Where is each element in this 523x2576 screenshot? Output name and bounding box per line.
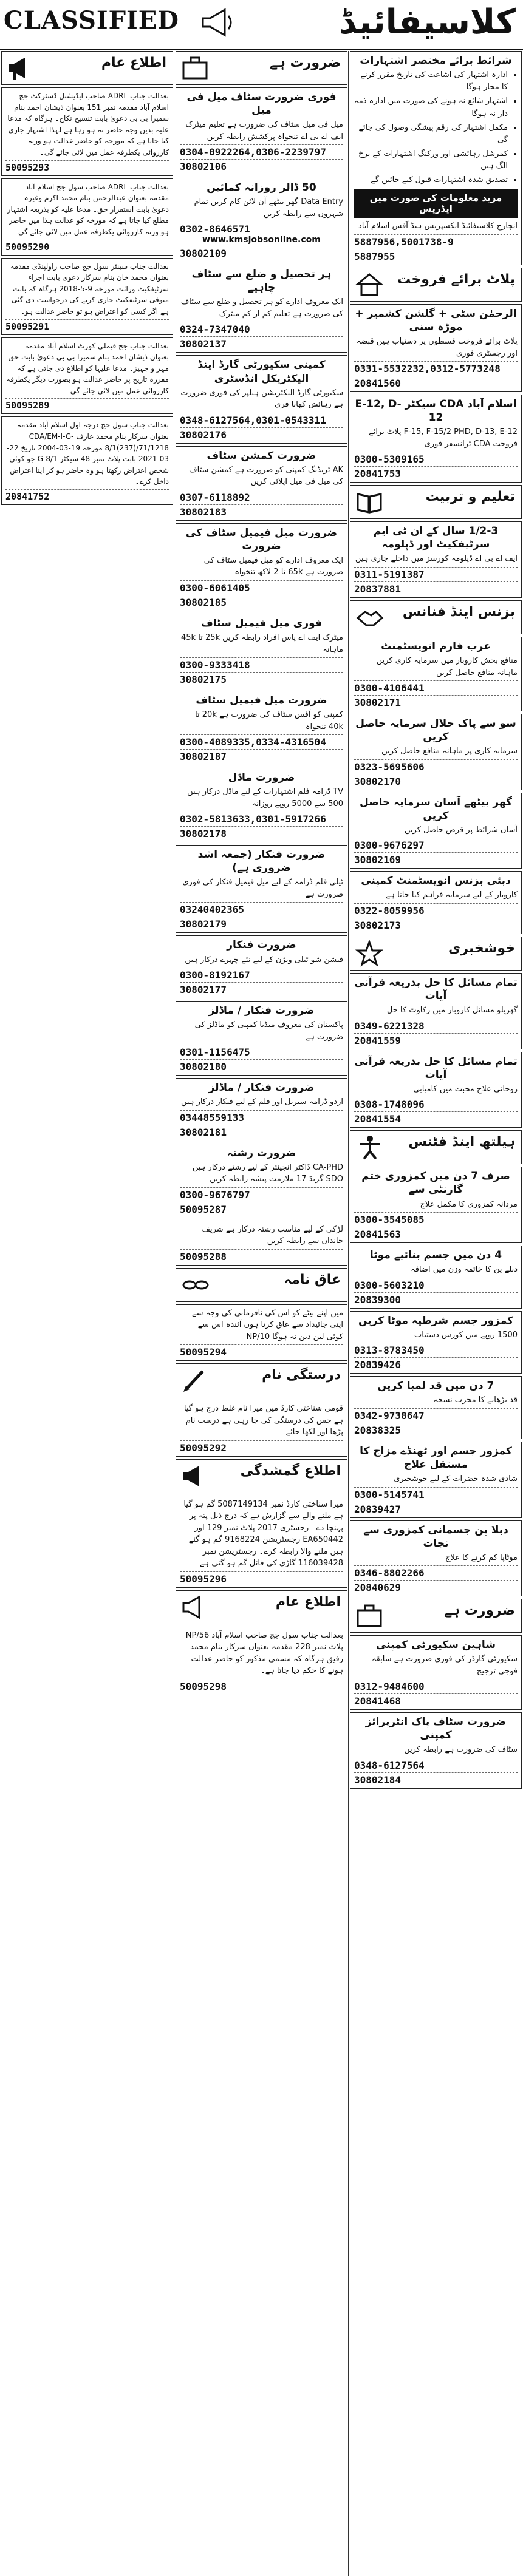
phone-number: 0349-6221328 — [354, 1019, 518, 1032]
phone-number: 0300-9333418 — [180, 657, 343, 671]
job-ad: ضرورت فنکار (جمعہ اشد ضروری ہے) ٹیلی فلم ڈرامہ کے لیے میل فیمیل فنکار کی فوری ضرورت ہے 03240402365 30802179 — [176, 845, 347, 933]
ad-ref-number: 30802181 — [180, 1125, 343, 1138]
job-ad: ہر تحصیل و ضلع سے سٹاف چاہیے ایک معروف ادارے کو ہر تحصیل و ضلع سے سٹاف کی ضرورت ہے تعلیم کم از کم میٹرک 0324-7347040 30802137 — [176, 265, 347, 353]
job-ad: ضرورت فنکار / ماڈلز اردو ڈرامہ سیریل اور فلم کے لیے فنکار درکار ہیں 03448559133 30802181 — [176, 1078, 347, 1141]
ad-ref-number: 20840629 — [354, 1580, 518, 1593]
section-title: درستگی نام — [262, 1368, 341, 1383]
health-ad: کمزور جسم شرطیہ موٹا کریں 1500 روپے میں کورس دستیاب 0313-8783450 20839426 — [350, 1311, 522, 1374]
section-title: بزنس اینڈ فنانس — [402, 604, 515, 620]
disown-ad: میں اپنے بیٹے کو اس کی نافرمانی کی وجہ سے اپنی جائیداد سے عاق کرتا ہوں آئندہ اس سے کوئی لین دین نہ ہوگا 10/NP 50095294 — [176, 1304, 347, 1361]
phone-number: 03448559133 — [180, 1110, 343, 1124]
ad-ref-number: 50095294 — [180, 1344, 343, 1358]
job-ad: 50 ڈالر روزانہ کمائیں Data Entry گھر بیٹھے آن لائن کام کریں تمام شہروں سے رابطہ کریں 0302-8646571 www.kmsjobsonline.com 30802109 — [176, 178, 347, 262]
phone-number: 0312-9484600 — [354, 1679, 518, 1692]
bullhorn-icon — [200, 7, 236, 38]
section-header-correction — [176, 1363, 347, 1397]
job-ad: ضرورت کمشن سٹاف AK ٹریڈنگ کمپنی کو ضرورت ہے کمشن سٹاف کی میل فی میل اپلائی کریں 0307-6118892 30802183 — [176, 446, 347, 521]
megaphone-icon — [7, 54, 33, 82]
ad-ref-number: 30802176 — [180, 427, 343, 441]
star-icon — [355, 940, 383, 968]
health-ad: صرف 7 دن میں کمزوری ختم گارنٹی سے مردانہ کمزوری کا مکمل علاج 0300-3545085 20841563 — [350, 1167, 522, 1243]
correction-ad: قومی شناختی کارڈ میں میرا نام غلط درج ہو گیا ہے جس کی درستگی کی جا رہی ہے درست نام پڑھا اور لکھا جائے 50095292 — [176, 1400, 347, 1457]
ad-ref-number: 20841468 — [354, 1693, 518, 1707]
lost-ad: میرا شناختی کارڈ نمبر 5087149134 گم ہو گیا ہے ملنے والے سے گزارش ہے کہ درج ذیل پتہ پر پہنچا دے۔ رجسٹری 2017 پلاٹ نمبر 129 اور EA650442 رجسٹریشن 9168224 گم ہو گئے ہیں ملنے والا رابطہ کرے۔ رجسٹریشن نمبر 116039428 گاڑی کی فائل گم ہو گئی ہے۔ 50095296 — [176, 1496, 347, 1588]
business-ad: گھر بیٹھے آسان سرمایہ حاصل کریں آسان شرائط پر قرض حاصل کریں 0300-9676297 30802169 — [350, 793, 522, 869]
ad-ref-number: 30802171 — [354, 695, 518, 708]
phone-number: 0300-5309165 — [354, 452, 518, 465]
section-title: اطلاع عام — [275, 1594, 341, 1610]
office-address: انچارج کلاسیفائیڈ ایکسپریس ہیڈ آفس اسلام آباد — [358, 222, 518, 231]
notice-ad: بعدالت جناب سول جج صاحب اسلام آباد 56/NP پلاٹ نمبر 228 مقدمہ بعنوان سرکار بنام محمد رفیق ہرگاہ کہ مسمی مذکور کو حاضر عدالت ہونے کا حکم دیا جاتا ہے۔ 50095298 — [176, 1627, 347, 1695]
ad-ref-number: 50095292 — [180, 1440, 343, 1454]
section-header-health — [350, 1130, 522, 1164]
ad-ref-number: 20839300 — [354, 1292, 518, 1306]
phone-number: 0311-5191387 — [354, 567, 518, 580]
handshake-icon — [355, 603, 385, 631]
job-ad: ضرورت سٹاف پاک انٹرپرائز کمپنی سٹاف کی ضرورت ہے رابطہ کریں 0348-6127564 30802184 — [350, 1712, 522, 1789]
ad-ref-number: 50095289 — [5, 398, 169, 411]
phone-number: 0300-5145741 — [354, 1487, 518, 1500]
ad-ref-number: 30802109 — [180, 246, 343, 259]
phone-number: 0324-7347040 — [180, 322, 343, 335]
ad-ref-number: 30802169 — [354, 852, 518, 866]
plot-ad: اسلام آباد CDA سیکٹر E-12, D-12 F-15, F-15/2 PHD, D-13, E-12 پلاٹ برائے فروخت CDA ٹرانسفر فوری 0300-5309165 20841753 — [350, 395, 522, 483]
ad-rates-box — [350, 51, 522, 265]
website-link[interactable]: www.kmsjobsonline.com — [202, 235, 321, 245]
megaphone-icon — [181, 1593, 208, 1621]
phone-number: 0322-8059956 — [354, 903, 518, 917]
section-header-notice — [1, 51, 173, 85]
job-ad: ضرورت میل فیمیل سٹاف کمپنی کو آفس سٹاف کی ضرورت ہے 20k تا 40k تنخواہ 0300-4089335,0334-4316504 30802187 — [176, 691, 347, 765]
phone-number: 0300-4089335,0334-4316504 — [180, 734, 343, 748]
ad-ref-number: 50095293 — [5, 160, 169, 173]
classified-title-ur: کلاسیفائیڈ — [339, 2, 516, 42]
section-header-lost — [176, 1459, 347, 1493]
education-ad: 1/2-3 سال کے ان ٹی ایم سرٹیفکیٹ اور ڈپلومہ ایف اے بی اے ڈپلومہ کورسز میں داخلے جاری ہیں 0311-5191387 20837881 — [350, 521, 522, 598]
phone-number: 0300-3545085 — [354, 1212, 518, 1225]
ad-ref-number: 20837881 — [354, 581, 518, 595]
phone-number: 0302-5813633,0301-5917266 — [180, 812, 343, 825]
ad-ref-number: 30802180 — [180, 1059, 343, 1073]
health-ad: دبلا پن جسمانی کمزوری سے نجات موٹاپا کم کرنے کا علاج 0346-8802266 20840629 — [350, 1520, 522, 1597]
section-title: اطلاع گمشدگی — [240, 1463, 341, 1479]
ad-ref-number: 30802183 — [180, 504, 343, 518]
ad-ref-number: 20841752 — [5, 489, 169, 502]
rates-list: • ادارہ اشتہار کی اشاعت کی تاریخ مقرر کرنے کا مجاز ہوگا • اشتہار شائع نہ ہونے کی صورت میں ادارہ ذمہ دار نہ ہوگا • مکمل اشتہار کی رقم پیشگی وصول کی جائے گی • کمرشل رہائشی اور ورکنگ اشتہارات کے نرخ الگ ہیں • تصدیق شدہ اشتہارات قبول کیے جائیں گے — [354, 69, 518, 186]
phone-number: 0331-5532232,0312-5773248 — [354, 361, 518, 375]
notice-ad: بعدالت جناب جج فیملی کورٹ اسلام آباد مقدمہ بعنوان ذیشان احمد بنام سمیرا بی بی دعویٰ بابت حق مہر و جہیز۔ مدعا علیہا کو اطلاع دی جاتی ہے کہ مقررہ تاریخ پر حاضر عدالت ہو بصورت دیگر یکطرفہ کارروائی عمل میں لائی جائے گی۔ 50095289 — [1, 337, 173, 415]
phone-number: 0300-6061405 — [180, 580, 343, 594]
briefcase-icon — [355, 1602, 383, 1630]
section-header-plots — [350, 268, 522, 302]
job-ad: شاہین سکیورٹی کمپنی سکیورٹی گارڈز کی فوری ضرورت ہے سابقہ فوجی ترجیح 0312-9484600 20841468 — [350, 1635, 522, 1710]
rishta-ad: لڑکی کے لیے مناسب رشتہ درکار ہے شریف خاندان سے رابطہ کریں 50095288 — [176, 1221, 347, 1266]
ad-ref-number: 20839427 — [354, 1502, 518, 1515]
phone-number: 0302-8646571 — [180, 222, 343, 235]
ad-ref-number: 20841753 — [354, 466, 518, 480]
office-fax: 5887955 — [354, 249, 518, 262]
ad-ref-number: 50095298 — [180, 1679, 343, 1692]
ad-ref-number: 20838325 — [354, 1423, 518, 1436]
section-title: تعلیم و تربیت — [425, 489, 515, 505]
job-ad: فوری ضرورت سٹاف میل فی میل میل فی میل سٹاف کی ضرورت ہے تعلیم میٹرک ایف اے بی اے تنخواہ پرکشش رابطہ کریں 0304-0922264,0306-2239797 30802106 — [176, 87, 347, 175]
job-ad: ضرورت ماڈل TV ڈرامہ فلم اشتہارات کے لیے ماڈل درکار ہیں 500 سے 5000 روپے روزانہ 0302-5813633,0301-5917266 30802178 — [176, 768, 347, 842]
phone-number: 0346-8802266 — [354, 1565, 518, 1579]
health-ad: 4 دن میں جسم بنائیے موٹا دبلے پن کا خاتمہ وزن میں اضافہ 0300-5603210 20839300 — [350, 1246, 522, 1309]
page-header — [0, 0, 523, 50]
section-header-education — [350, 485, 522, 519]
column-right — [350, 51, 522, 2576]
ad-ref-number: 50095288 — [180, 1249, 343, 1263]
phone-number: 0300-8192167 — [180, 968, 343, 981]
section-header-jobs — [176, 51, 347, 85]
ad-ref-number: 30802187 — [180, 749, 343, 762]
ad-ref-number: 30802173 — [354, 918, 518, 931]
section-header-jobs — [350, 1599, 522, 1633]
phone-number: 0300-5603210 — [354, 1278, 518, 1291]
section-title: ہیلتھ اینڈ فٹنس — [408, 1134, 515, 1150]
notice-ad: بعدالت جناب سینئر سول جج صاحب راولپنڈی مقدمہ بعنوان محمد خان بنام سرکار دعویٰ بابت اجراء سرٹیفکیٹ وراثت مورخہ 9-5-2018 ہرگاہ کہ بابت متوفی سرٹیفکیٹ جاری کرنے کی درخواست دی گئی ہے اگر کسی کو اعتراض ہو تو حاضر عدالت ہو۔ 50095291 — [1, 258, 173, 335]
ad-ref-number: 20841563 — [354, 1227, 518, 1240]
section-header-glad-news — [350, 937, 522, 971]
business-ad: عرب فارم انویسٹمنٹ منافع بخش کاروبار میں سرمایہ کاری کریں ماہانہ منافع حاصل کریں 0300-4106441 30802171 — [350, 637, 522, 711]
ad-ref-number: 20841560 — [354, 376, 518, 389]
spiritual-ad: تمام مسائل کا حل بذریعہ قرآنی آیات گھریلو مسائل کاروبار میں رکاوٹ کا حل 0349-6221328 20841559 — [350, 973, 522, 1049]
ad-ref-number: 50095290 — [5, 240, 169, 253]
column-left — [1, 51, 173, 2576]
phone-number: 0348-6127564 — [354, 1758, 518, 1771]
section-title: ضرورت ہے — [444, 1603, 515, 1619]
section-title: ضرورت ہے — [270, 55, 341, 70]
book-icon — [355, 488, 383, 516]
ad-ref-number: 30802179 — [180, 917, 343, 930]
ad-ref-number: 30802185 — [180, 595, 343, 608]
rates-title: شرائط برائے مختصر اشتہارات — [360, 55, 512, 67]
phone-number: 03240402365 — [180, 902, 343, 915]
phone-number: 0308-1748096 — [354, 1097, 518, 1110]
ad-ref-number: 30802178 — [180, 826, 343, 839]
phone-number: 0323-5695606 — [354, 759, 518, 773]
phone-number: 0348-6127564,0301-0543311 — [180, 413, 343, 426]
fitness-icon — [355, 1133, 385, 1161]
pen-icon — [181, 1366, 209, 1394]
contact-banner: مزید معلومات کی صورت میں ایڈریس — [354, 189, 518, 218]
section-header-disown — [176, 1268, 347, 1302]
section-header-notice — [176, 1590, 347, 1624]
notice-ad: بعدالت جناب ADRL صاحب ایڈیشنل ڈسٹرکٹ جج اسلام آباد مقدمہ نمبر 151 بعنوان ذیشان احمد بنام سمیرا بی بی دعویٰ بابت تنسیخ نکاح۔ ہرگاہ کہ مدعا علیہ بدیں وجہ حاضر نہ ہو رہا ہے لہذا اشتہار جاری کیا جاتا ہے کہ مورخہ کو حاضر عدالت ہو ورنہ کارروائی یکطرفہ عمل میں لائی جائے گی۔ 50095293 — [1, 87, 173, 176]
ad-ref-number: 30802170 — [354, 774, 518, 787]
rishta-ad: ضرورت رشتہ CA-PHD ڈاکٹر انجینئر کے لیے رشتے درکار ہیں SDO گریڈ 17 ملازمت پیشہ رابطہ کریں 0300-9676797 50095287 — [176, 1144, 347, 1218]
ad-ref-number: 30802184 — [354, 1772, 518, 1786]
phone-number: 0301-1156475 — [180, 1045, 343, 1058]
job-ad: ضرورت فنکار فیشن شو ٹیلی ویژن کے لیے نئے چہرے درکار ہیں 0300-8192167 30802177 — [176, 935, 347, 998]
section-title: اطلاع عام — [101, 55, 166, 70]
briefcase-icon — [181, 54, 209, 82]
phone-number: 0342-9738647 — [354, 1408, 518, 1422]
ad-ref-number: 20841554 — [354, 1111, 518, 1125]
section-header-business — [350, 600, 522, 634]
column-middle — [176, 51, 347, 2576]
ad-ref-number: 30802137 — [180, 336, 343, 350]
health-ad: 7 دن میں قد لمبا کریں قد بڑھانے کا مجرب نسخہ 0342-9738647 20838325 — [350, 1376, 522, 1439]
megaphone-icon — [181, 1462, 208, 1490]
business-ad: دبئی بزنس انویسٹمنٹ کمپنی کاروبار کے لیے سرمایہ فراہم کیا جاتا ہے 0322-8059956 30802173 — [350, 871, 522, 934]
plot-ad: الرحمٰن سٹی + گلشن کشمیر + موڑہ سنی پلاٹ برائے فروخت قسطوں پر دستیاب ہیں قبضہ اور رجسٹری فوری 0331-5532232,0312-5773248 20841560 — [350, 304, 522, 392]
office-phone: 5887956,5001738-9 — [354, 234, 518, 248]
ad-ref-number: 30802177 — [180, 982, 343, 995]
house-icon — [355, 271, 383, 299]
section-title: پلاٹ برائے فروخت — [397, 271, 515, 287]
job-ad: فوری میل فیمیل سٹاف میٹرک ایف اے پاس افراد رابطہ کریں 25k تا 45k ماہانہ 0300-9333418 30802175 — [176, 614, 347, 688]
ad-ref-number: 20839426 — [354, 1357, 518, 1371]
job-ad: ضرورت فنکار / ماڈلز پاکستان کی معروف میڈیا کمپنی کو ماڈلز کی ضرورت ہے 0301-1156475 30802180 — [176, 1001, 347, 1076]
ad-ref-number: 50095296 — [180, 1571, 343, 1585]
ad-ref-number: 30802175 — [180, 672, 343, 685]
health-ad: کمزور جسم اور ٹھنڈے مزاج کا مستقل علاج شادی شدہ حضرات کے لیے خوشخبری 0300-5145741 20839427 — [350, 1442, 522, 1518]
phone-number: 0300-4106441 — [354, 680, 518, 694]
ad-ref-number: 30802106 — [180, 159, 343, 172]
ad-ref-number: 50095291 — [5, 319, 169, 332]
ad-ref-number: 50095287 — [180, 1202, 343, 1215]
notice-ad: بعدالت جناب سول جج درجہ اول اسلام آباد مقدمہ بعنوان سرکار بنام محمد عارف CDA/EM-I-G-8/1(237)/71/1218 مورخہ 19-03-2004 تاریخ 22-03-2021 بابت پلاٹ نمبر 48 سیکٹر G-8/1 جو کوئی شخص اعتراض رکھتا ہو وہ حاضر ہو کر اپنا اعتراض داخل کرے۔ 20841752 — [1, 416, 173, 505]
notice-ad: بعدالت جناب ADRL صاحب سول جج اسلام آباد مقدمہ بعنوان عبدالرحمن بنام محمد اکرم وغیرہ دعویٰ بابت استقرار حق۔ مدعا علیہ کو بذریعہ اشتہار مطلع کیا جاتا ہے کہ مورخہ کو عدالت ہذا میں حاضر ہو ورنہ کارروائی یکطرفہ عمل میں لائی جائے گی۔ 50095290 — [1, 178, 173, 256]
job-ad: ضرورت میل فیمیل سٹاف کی ضرورت ایک معروف ادارے کو میل فیمیل سٹاف کی ضرورت ہے 65k تا 2 لاکھ تنخواہ 0300-6061405 30802185 — [176, 523, 347, 611]
business-ad: سو سے پاک حلال سرمایہ حاصل کریں سرمایہ کاری پر ماہانہ منافع حاصل کریں 0323-5695606 30802170 — [350, 714, 522, 790]
phone-number: 0300-9676797 — [180, 1187, 343, 1201]
phone-number: 0300-9676297 — [354, 838, 518, 851]
classified-title-en: CLASSIFIED — [4, 6, 179, 35]
job-ad: کمپنی سکیورٹی گارڈ اینڈ الیکٹریکل انڈسٹری سکیورٹی گارڈ الیکٹریشن ہیلپر کی فوری ضرورت ہے رہائش کھانا فری 0348-6127564,0301-0543311 30802176 — [176, 355, 347, 443]
phone-number: 0307-6118892 — [180, 490, 343, 503]
section-title: عاق نامہ — [284, 1272, 341, 1287]
chain-icon — [181, 1271, 210, 1299]
columns — [0, 51, 523, 2576]
section-title: خوشخبری — [448, 940, 515, 956]
phone-number: 0304-0922264,0306-2239797 — [180, 144, 343, 158]
phone-number: 0313-8783450 — [354, 1343, 518, 1356]
spiritual-ad: تمام مسائل کا حل بذریعہ قرآنی آیات روحانی علاج محبت میں کامیابی 0308-1748096 20841554 — [350, 1052, 522, 1128]
ad-ref-number: 20841559 — [354, 1033, 518, 1046]
